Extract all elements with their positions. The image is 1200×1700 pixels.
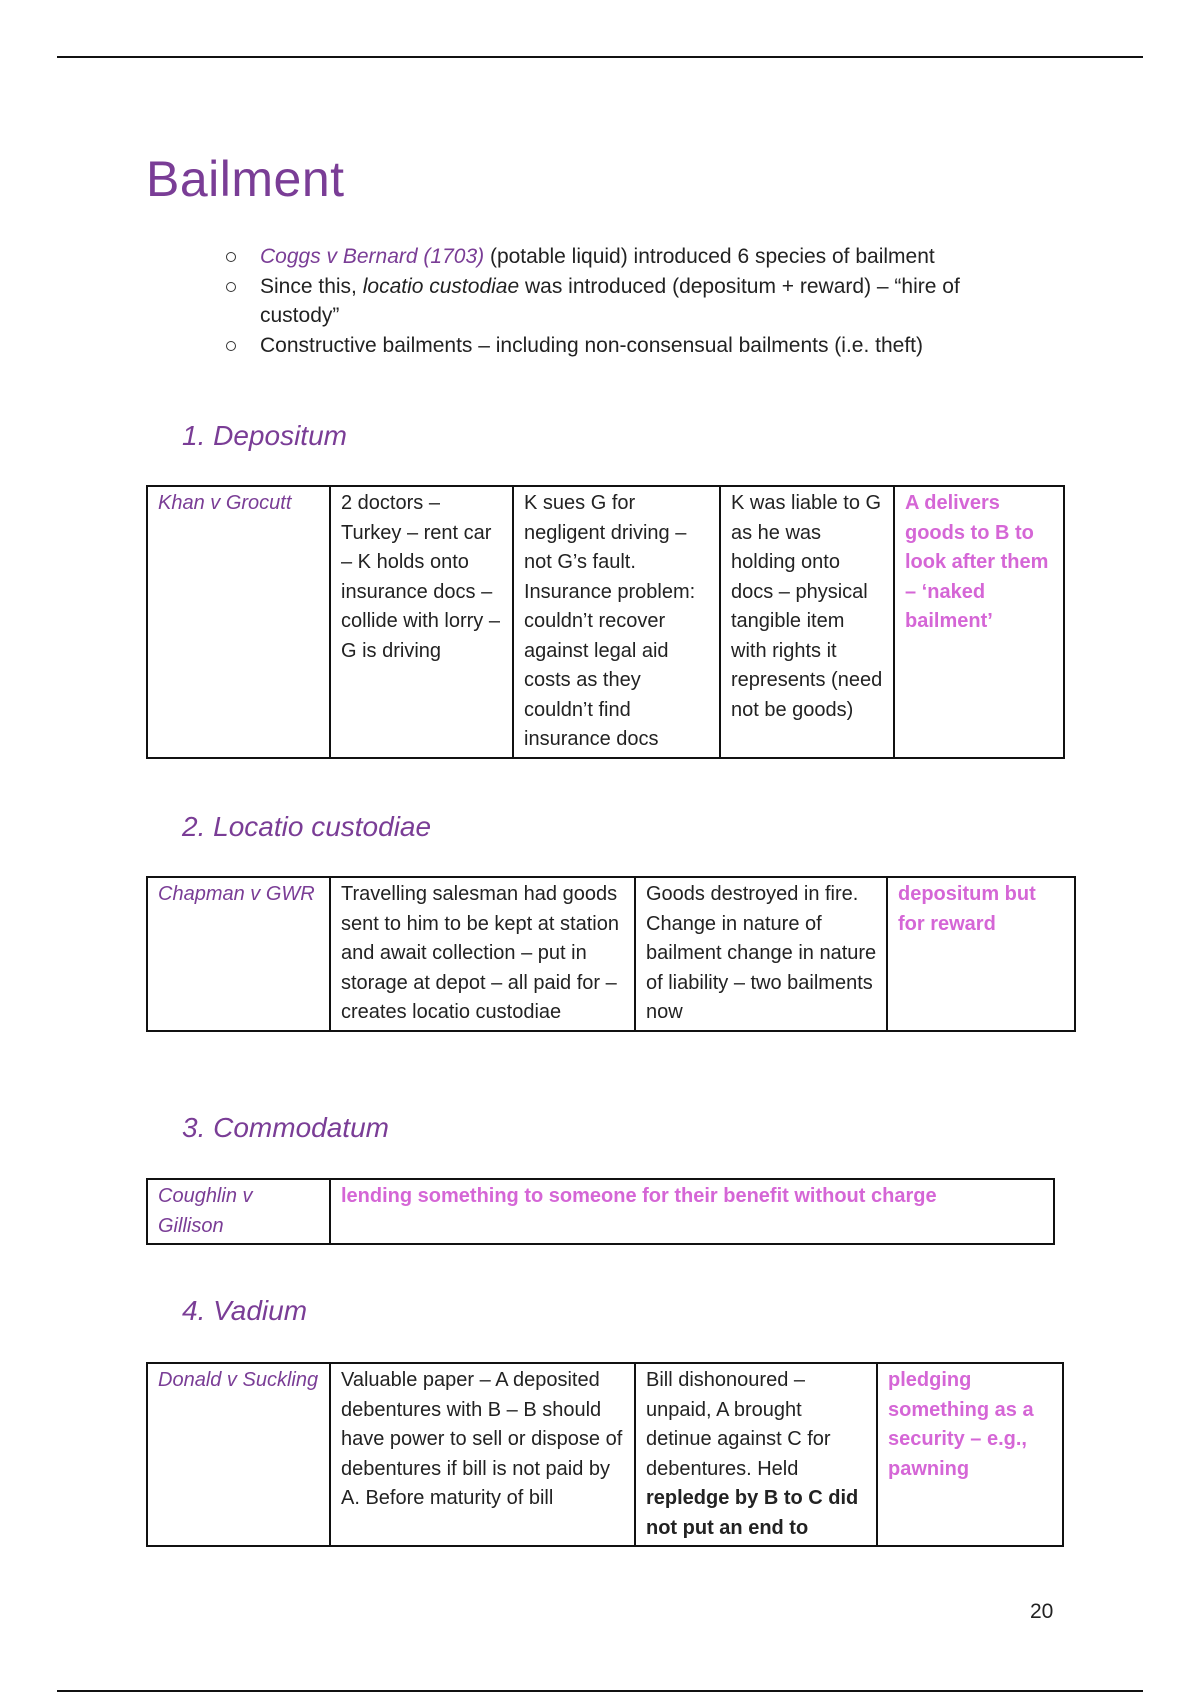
principle-text: depositum but for reward	[898, 883, 1036, 935]
bottom-rule	[57, 1690, 1143, 1692]
facts-cell: Travelling salesman had goods sent to him to be kept at station and await collection – put in storage at depot – all paid for – creates locatio custodiae	[330, 877, 635, 1031]
list-item	[222, 242, 1042, 271]
principle-text: lending something to someone for their benefit without charge	[341, 1185, 937, 1207]
bullet-text: Constructive bailments – including non-consensual bailments (i.e. theft)	[260, 334, 924, 357]
issue-cell: K sues G for negligent driving – not G’s fault. Insurance problem: couldn’t recover against legal aid costs as they couldn’t find insurance docs	[513, 486, 720, 758]
bullet-term: locatio custodiae	[362, 275, 520, 298]
case-name: Donald v Suckling	[158, 1369, 319, 1391]
case-name: Chapman v GWR	[158, 883, 315, 905]
bullet-text: (potable liquid) introduced 6 species of bailment	[484, 245, 935, 268]
case-reference: Coggs v Bernard (1703)	[260, 245, 485, 268]
case-name-cell	[147, 1179, 330, 1244]
principle-cell	[894, 486, 1064, 758]
section-heading-depositum: 1. Depositum	[182, 420, 347, 451]
intro-bullet-list	[222, 242, 1042, 361]
depositum-table	[146, 485, 1065, 759]
principle-cell	[887, 877, 1075, 1031]
case-name: Khan v Grocutt	[158, 492, 292, 514]
bullet-text: was introduced (depositum + reward) – “hire of custody”	[260, 275, 960, 327]
page-number: 20	[1030, 1600, 1054, 1623]
circle-bullet-icon	[226, 282, 236, 292]
held-text-bold: repledge by B to C did not put an end to	[646, 1487, 859, 1539]
table-row	[147, 1363, 1063, 1546]
circle-bullet-icon	[226, 341, 236, 351]
principle-text: pledging something as a security – e.g., pawning	[888, 1369, 1034, 1480]
section-heading-commodatum: 3. Commodatum	[182, 1112, 389, 1143]
list-item	[222, 331, 1042, 360]
top-rule	[57, 56, 1143, 58]
held-cell: K was liable to G as he was holding onto docs – physical tangible item with rights it represents (need not be goods)	[720, 486, 894, 758]
case-name-cell	[147, 1363, 330, 1546]
principle-text: A delivers goods to B to look after them – ‘naked bailment’	[905, 492, 1049, 632]
held-cell: Goods destroyed in fire. Change in nature of bailment change in nature of liability – two bailments now	[635, 877, 887, 1031]
list-item	[222, 272, 1042, 330]
held-cell	[635, 1363, 877, 1546]
principle-cell	[330, 1179, 1054, 1244]
section-heading-locatio-custodiae: 2. Locatio custodiae	[182, 811, 432, 842]
case-name: Coughlin v Gillison	[158, 1185, 253, 1237]
facts-cell: 2 doctors – Turkey – rent car – K holds onto insurance docs – collide with lorry – G is driving	[330, 486, 513, 758]
held-text: Bill dishonoured – unpaid, A brought detinue against C for debentures. Held	[646, 1369, 831, 1480]
table-row	[147, 877, 1075, 1031]
page-title: Bailment	[146, 151, 345, 207]
section-heading-vadium: 4. Vadium	[182, 1295, 308, 1326]
vadium-table	[146, 1362, 1064, 1547]
case-name-cell	[147, 877, 330, 1031]
circle-bullet-icon	[226, 252, 236, 262]
locatio-custodiae-table	[146, 876, 1076, 1032]
bullet-text: Since this,	[260, 275, 363, 298]
commodatum-table	[146, 1178, 1055, 1245]
facts-cell: Valuable paper – A deposited debentures with B – B should have power to sell or dispose of debentures if bill is not paid by A. Before maturity of bill	[330, 1363, 635, 1546]
table-row	[147, 486, 1064, 758]
principle-cell	[877, 1363, 1063, 1546]
table-row	[147, 1179, 1054, 1244]
case-name-cell	[147, 486, 330, 758]
